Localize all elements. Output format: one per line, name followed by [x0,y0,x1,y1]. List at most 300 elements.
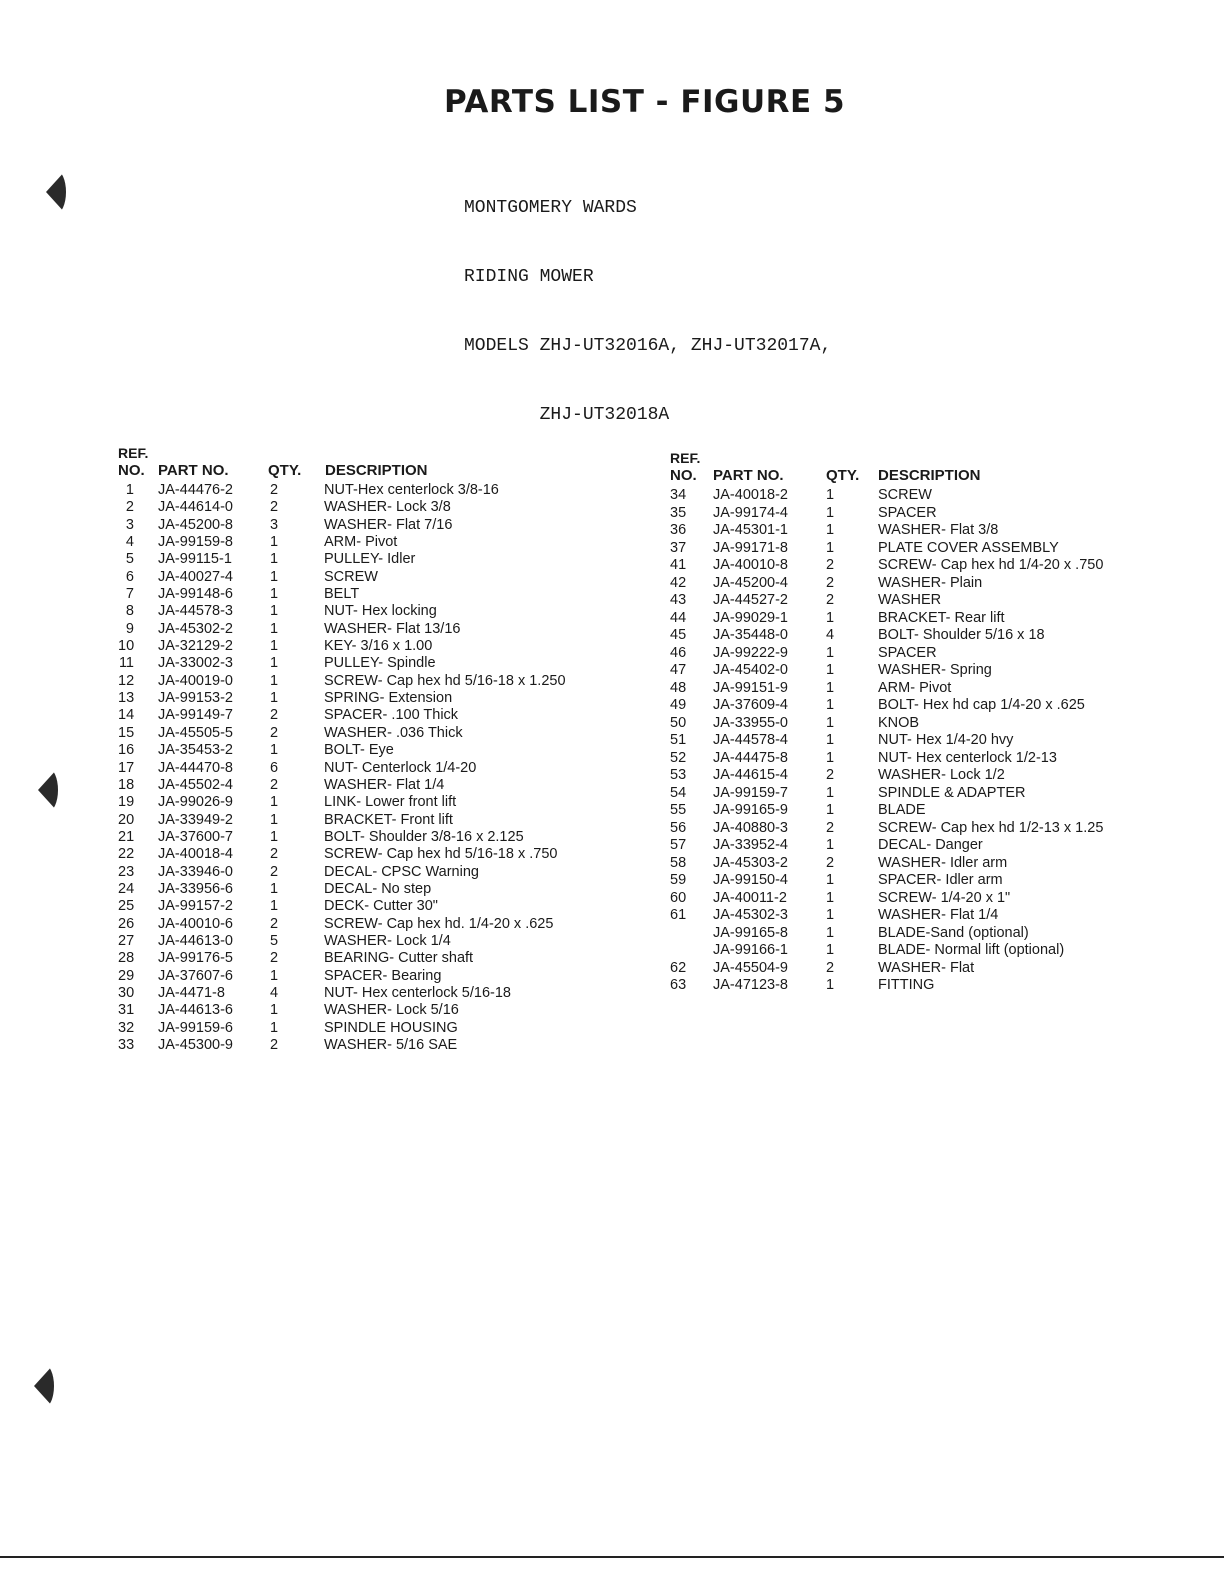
qty-cell: 2 [270,950,279,967]
description-cell: WASHER- 5/16 SAE [324,1037,458,1053]
qty-cell: 2 [826,819,835,836]
qty-cell: 2 [270,915,279,932]
part-no-cell: JA-99159-6 [158,1019,233,1036]
description-cell: BLADE-Sand (optional) [878,924,1029,941]
table-row [670,714,920,733]
part-no-cell: JA-99153-2 [158,690,233,707]
qty-cell: 1 [270,620,279,637]
description-cell: SCREW- Cap hex hd 5/16-18 x 1.250 [324,672,566,689]
ref-no-cell: 56 [670,819,687,836]
header-no: NO. [670,467,697,484]
part-no-cell: JA-35448-0 [713,627,788,643]
part-no-cell: JA-33002-3 [158,655,233,672]
description-cell: BEARING- Cutter shaft [324,950,474,967]
description-cell: WASHER- Flat 1/4 [324,776,445,793]
part-no-cell: JA-99157-2 [158,898,233,915]
ref-no-cell: 24 [118,880,135,897]
part-no-cell: JA-45303-2 [713,854,788,871]
description-cell: WASHER- Lock 5/16 [324,1002,459,1019]
ref-no-cell: 54 [670,784,687,801]
qty-cell: 1 [270,568,279,585]
model-header [464,151,831,450]
qty-cell: 1 [270,638,279,655]
table-row [670,574,983,593]
header-part-no: PART NO. [158,462,229,479]
table-row [118,620,461,638]
description-cell: DECK- Cutter 30" [324,898,438,915]
part-no-cell: JA-33956-6 [158,880,233,897]
description-cell: NUT- Hex centerlock 5/16-18 [324,984,511,1001]
description-cell: BLADE [878,802,926,818]
table-header [670,467,981,487]
qty-cell: 1 [826,644,835,661]
header-line-models-cont: ZHJ-UT32018A [464,405,670,425]
qty-cell: 1 [826,487,835,503]
ref-no-cell: 32 [118,1019,135,1036]
qty-cell: 2 [270,863,279,880]
ref-no-cell: 33 [118,1037,135,1053]
part-no-cell: JA-99165-8 [713,924,788,941]
table-row [670,732,1014,750]
description-cell: SCREW- 1/4-20 x 1" [878,889,1011,906]
part-no-cell: JA-44476-2 [158,482,233,498]
part-no-cell: JA-99149-7 [158,707,233,724]
description-cell: PULLEY- Idler [324,551,416,568]
ref-no-cell: 11 [118,655,134,672]
description-cell: SPACER- .100 Thick [324,707,459,724]
part-no-cell: JA-45402-0 [713,662,788,678]
description-cell: SPINDLE HOUSING [324,1019,458,1036]
part-no-cell: JA-44578-4 [713,732,788,748]
bottom-rule [0,1556,1224,1558]
table-row [118,811,453,829]
ref-no-cell: 15 [118,724,135,741]
part-no-cell: JA-33949-2 [158,811,233,828]
qty-cell: 2 [826,767,835,783]
description-cell: SPACER- Bearing [324,967,442,984]
description-cell: PULLEY- Spindle [324,655,436,672]
qty-cell: 1 [826,977,835,993]
qty-cell: 1 [270,742,279,759]
part-no-cell: JA-33952-4 [713,837,788,853]
table-row [670,924,1029,943]
qty-cell: 1 [270,534,279,551]
ref-no-cell: 58 [670,854,687,871]
table-row [118,846,558,863]
ref-no-cell: 9 [125,620,134,637]
description-cell: PLATE COVER ASSEMBLY [878,539,1059,556]
header-qty: QTY. [826,467,860,484]
part-no-cell: JA-33955-0 [713,714,788,731]
ref-no-cell: 28 [118,950,135,967]
part-no-cell: JA-37600-7 [158,828,233,845]
part-no-cell: JA-40010-6 [158,915,233,932]
description-cell: SPACER [878,644,937,661]
ref-no-cell: 2 [125,499,134,516]
table-row [118,828,524,846]
table-row [670,697,1085,715]
table-row [670,487,932,505]
part-no-cell: JA-99026-9 [158,794,233,811]
qty-cell: 1 [270,690,279,707]
ref-no-cell: 16 [118,742,135,759]
qty-cell: 1 [270,794,279,811]
table-row [670,889,1011,908]
qty-cell: 2 [270,846,279,863]
qty-cell: 1 [826,504,835,521]
part-no-cell: JA-44470-8 [158,759,233,776]
ref-no-cell: 12 [118,672,135,689]
qty-cell: 2 [270,482,279,498]
table-row [670,679,952,698]
description-cell: SCREW- Cap hex hd 5/16-18 x .750 [324,846,558,863]
ref-no-cell: 23 [118,863,135,880]
ref-no-cell: 3 [125,516,134,533]
table-row [670,907,999,925]
qty-cell: 2 [270,776,279,793]
ref-no-cell: 42 [670,574,687,591]
description-cell: BOLT- Hex hd cap 1/4-20 x .625 [878,697,1085,713]
table-row [670,592,942,610]
qty-cell: 6 [270,759,279,776]
table-row [118,863,479,881]
qty-cell: 5 [270,932,279,949]
ref-no-cell: 55 [670,802,687,818]
table-row [118,534,398,551]
table-row [118,776,445,794]
header-no: NO. [118,462,145,479]
table-row [118,516,453,534]
description-cell: WASHER- Lock 3/8 [324,499,451,516]
table-row [118,759,477,777]
table-row [118,482,499,499]
ref-no-cell: 22 [118,846,135,863]
table-row [118,932,451,950]
description-cell: SCREW- Cap hex hd 1/2-13 x 1.25 [878,819,1104,836]
ref-no-cell: 29 [118,967,135,984]
qty-cell: 1 [826,539,835,556]
qty-cell: 1 [826,924,835,941]
part-no-cell: JA-44615-4 [713,767,788,783]
ref-no-cell: 14 [118,707,135,724]
qty-cell: 2 [826,959,835,976]
description-cell: BRACKET- Rear lift [878,609,1005,626]
part-no-cell: JA-99159-7 [713,784,788,801]
qty-cell: 1 [826,522,835,538]
description-cell: DECAL- CPSC Warning [324,863,479,880]
header-ref: REF. [118,445,149,461]
qty-cell: 1 [270,811,279,828]
ref-no-cell: 57 [670,837,687,853]
ref-no-cell: 37 [670,539,687,556]
description-cell: DECAL- No step [324,880,432,897]
table-row [670,644,937,663]
qty-cell: 1 [826,662,835,678]
header-line-models: MODELS ZHJ-UT32016A, ZHJ-UT32017A, [464,336,832,356]
part-no-cell: JA-44475-8 [713,749,788,766]
table-row [670,609,1005,628]
qty-cell: 4 [270,984,279,1001]
part-no-cell: JA-40018-2 [713,487,788,503]
description-cell: BOLT- Shoulder 5/16 x 18 [878,627,1045,643]
part-no-cell: JA-99150-4 [713,872,788,888]
description-cell: KEY- 3/16 x 1.00 [324,638,433,655]
qty-cell: 1 [826,697,835,713]
table-row [118,1002,459,1019]
table-row [118,1037,458,1054]
part-no-cell: JA-99222-9 [713,644,788,661]
ref-no-cell: 1 [125,482,134,498]
description-cell: WASHER- Flat 7/16 [324,516,453,533]
description-cell: LINK- Lower front lift [324,794,457,811]
part-no-cell: JA-44613-6 [158,1002,233,1019]
table-row [118,880,432,898]
part-no-cell: JA-45504-9 [713,959,788,976]
description-cell: BRACKET- Front lift [324,811,453,828]
ref-no-cell: 8 [125,603,134,620]
ref-no-cell: 36 [670,522,687,538]
part-no-cell: JA-45301-1 [713,522,788,538]
table-row [670,872,1003,890]
ref-no-cell: 20 [118,811,135,828]
description-cell: WASHER- Flat 3/8 [878,522,999,538]
qty-cell: 1 [826,942,835,958]
ref-no-cell: 35 [670,504,687,521]
table-row [670,942,1065,960]
table-row [670,557,1104,575]
description-cell: SCREW- Cap hex hd 1/4-20 x .750 [878,557,1104,573]
page-title: PARTS LIST - FIGURE 5 [444,84,846,120]
qty-cell: 1 [826,907,835,923]
ref-no-cell: 50 [670,714,687,731]
description-cell: SCREW [878,487,932,503]
description-cell: ARM- Pivot [324,534,398,551]
table-row [118,672,566,690]
description-cell: SCREW [324,568,378,585]
ref-no-cell: 41 [670,557,687,573]
part-no-cell: JA-99171-8 [713,539,788,556]
description-cell: WASHER- Flat 13/16 [324,620,461,637]
qty-cell: 1 [270,672,279,689]
qty-cell: 1 [270,586,279,603]
table-row [670,662,992,680]
description-cell: NUT-Hex centerlock 3/8-16 [324,482,499,498]
ref-no-cell: 44 [670,609,687,626]
ref-no-cell: 26 [118,915,135,932]
table-row [118,638,433,655]
qty-cell: 1 [270,551,279,568]
description-cell: NUT- Hex centerlock 1/2-13 [878,749,1057,766]
description-cell: NUT- Centerlock 1/4-20 [324,759,477,776]
part-no-cell: JA-37607-6 [158,967,233,984]
qty-cell: 1 [826,802,835,818]
ref-no-cell: 6 [125,568,134,585]
table-row [118,1019,458,1037]
table-row [118,690,453,707]
part-no-cell: JA-40027-4 [158,568,233,585]
table-row [118,568,378,586]
description-cell: FITTING [878,977,935,993]
part-no-cell: JA-99165-9 [713,802,788,818]
table-row [670,522,999,540]
part-no-cell: JA-45502-4 [158,776,233,793]
ref-no-cell: 25 [118,898,135,915]
ref-no-cell: 27 [118,932,135,949]
qty-cell: 2 [270,724,279,741]
part-no-cell: JA-44578-3 [158,603,233,620]
part-no-cell: JA-33946-0 [158,863,233,880]
table-row [118,950,474,967]
description-cell: WASHER- Idler arm [878,854,1008,871]
part-no-cell: JA-35453-2 [158,742,233,759]
table-row [670,819,1104,838]
ref-no-cell: 4 [125,534,134,551]
part-no-cell: JA-45505-5 [158,724,233,741]
description-cell: BOLT- Eye [324,742,394,759]
table-row [118,603,437,620]
parts-table-left [118,445,566,1054]
table-row [118,499,451,516]
ref-no-cell: 13 [118,690,135,707]
part-no-cell: JA-99176-5 [158,950,233,967]
ref-no-cell: 60 [670,889,687,906]
ref-no-cell: 5 [125,551,134,568]
qty-cell: 1 [826,749,835,766]
table-row [118,967,442,985]
part-no-cell: JA-40880-3 [713,819,788,836]
table-row [670,749,1057,768]
binder-hole-mark [34,1364,54,1408]
header-line-product: RIDING MOWER [464,267,594,287]
part-no-cell: JA-99115-1 [158,551,232,568]
qty-cell: 1 [270,828,279,845]
qty-cell: 1 [270,1019,279,1036]
ref-no-cell: 46 [670,644,687,661]
table-row [118,724,463,742]
qty-cell: 1 [826,679,835,696]
part-no-cell: JA-99174-4 [713,504,788,521]
ref-no-cell: 62 [670,959,687,976]
description-cell: NUT- Hex locking [324,603,437,620]
qty-cell: 1 [826,732,835,748]
description-cell: SCREW- Cap hex hd. 1/4-20 x .625 [324,915,554,932]
qty-cell: 2 [270,1037,279,1053]
part-no-cell: JA-99151-9 [713,679,788,696]
qty-cell: 1 [826,714,835,731]
qty-cell: 1 [826,889,835,906]
table-row [118,915,554,933]
table-row [670,837,983,855]
ref-no-cell: 52 [670,749,687,766]
header-ref: REF. [670,450,701,466]
description-cell: WASHER- .036 Thick [324,724,463,741]
part-no-cell: JA-44613-0 [158,932,233,949]
ref-no-cell: 34 [670,487,687,503]
part-no-cell: JA-40011-2 [713,889,787,906]
ref-no-cell: 21 [118,828,135,845]
qty-cell: 2 [826,592,835,608]
qty-cell: 1 [270,655,279,672]
description-cell: SPRING- Extension [324,690,453,707]
description-cell: DECAL- Danger [878,837,983,853]
header-description: DESCRIPTION [325,462,428,479]
description-cell: WASHER- Spring [878,662,992,678]
table-header [118,462,428,482]
description-cell: BELT [324,586,360,603]
qty-cell: 2 [826,557,835,573]
part-no-cell: JA-99029-1 [713,609,788,626]
header-description: DESCRIPTION [878,467,981,484]
ref-no-cell: 53 [670,767,687,783]
qty-cell: 1 [270,1002,279,1019]
part-no-cell: JA-45302-3 [713,907,788,923]
ref-no-cell: 31 [118,1002,135,1019]
description-cell: WASHER- Lock 1/2 [878,767,1005,783]
description-cell: NUT- Hex 1/4-20 hvy [878,732,1014,748]
part-no-cell: JA-99148-6 [158,586,233,603]
table-row [118,984,511,1002]
description-cell: ARM- Pivot [878,679,952,696]
table-row [670,959,975,978]
ref-no-cell: 17 [118,759,135,776]
description-cell: SPACER- Idler arm [878,872,1003,888]
part-no-cell: JA-99159-8 [158,534,233,551]
header-line-brand: MONTGOMERY WARDS [464,198,637,218]
description-cell: SPINDLE & ADAPTER [878,784,1026,801]
qty-cell: 1 [270,898,279,915]
description-cell: WASHER- Flat 1/4 [878,907,999,923]
parts-rows-left [118,482,566,1054]
header-part-no: PART NO. [713,467,784,484]
ref-no-cell: 61 [670,907,687,923]
ref-no-cell: 45 [670,627,687,643]
part-no-cell: JA-40018-4 [158,846,233,863]
part-no-cell: JA-4471-8 [158,984,225,1001]
part-no-cell: JA-45300-9 [158,1037,233,1053]
table-row [118,742,394,759]
description-cell: SPACER [878,504,937,521]
ref-no-cell: 30 [118,984,135,1001]
description-cell: WASHER- Flat [878,959,975,976]
qty-cell: 1 [270,880,279,897]
part-no-cell: JA-44527-2 [713,592,788,608]
part-no-cell: JA-32129-2 [158,638,233,655]
description-cell: WASHER- Plain [878,574,983,591]
table-row [118,898,438,915]
part-no-cell: JA-47123-8 [713,977,788,993]
parts-rows-right [670,487,1104,995]
part-no-cell: JA-37609-4 [713,697,788,713]
qty-cell: 2 [826,854,835,871]
part-no-cell: JA-45200-4 [713,574,788,591]
table-row [670,539,1059,558]
part-no-cell: JA-40010-8 [713,557,788,573]
table-row [670,627,1045,645]
ref-no-cell: 49 [670,697,687,713]
ref-no-cell: 59 [670,872,687,888]
table-row [670,504,937,523]
description-cell: BLADE- Normal lift (optional) [878,942,1065,958]
qty-cell: 1 [826,872,835,888]
qty-cell: 2 [826,574,835,591]
table-row [670,784,1026,803]
table-row [118,655,436,672]
table-row [670,767,1005,785]
table-row [670,802,926,820]
qty-cell: 1 [826,837,835,853]
header-qty: QTY. [268,462,302,479]
description-cell: WASHER [878,592,942,608]
